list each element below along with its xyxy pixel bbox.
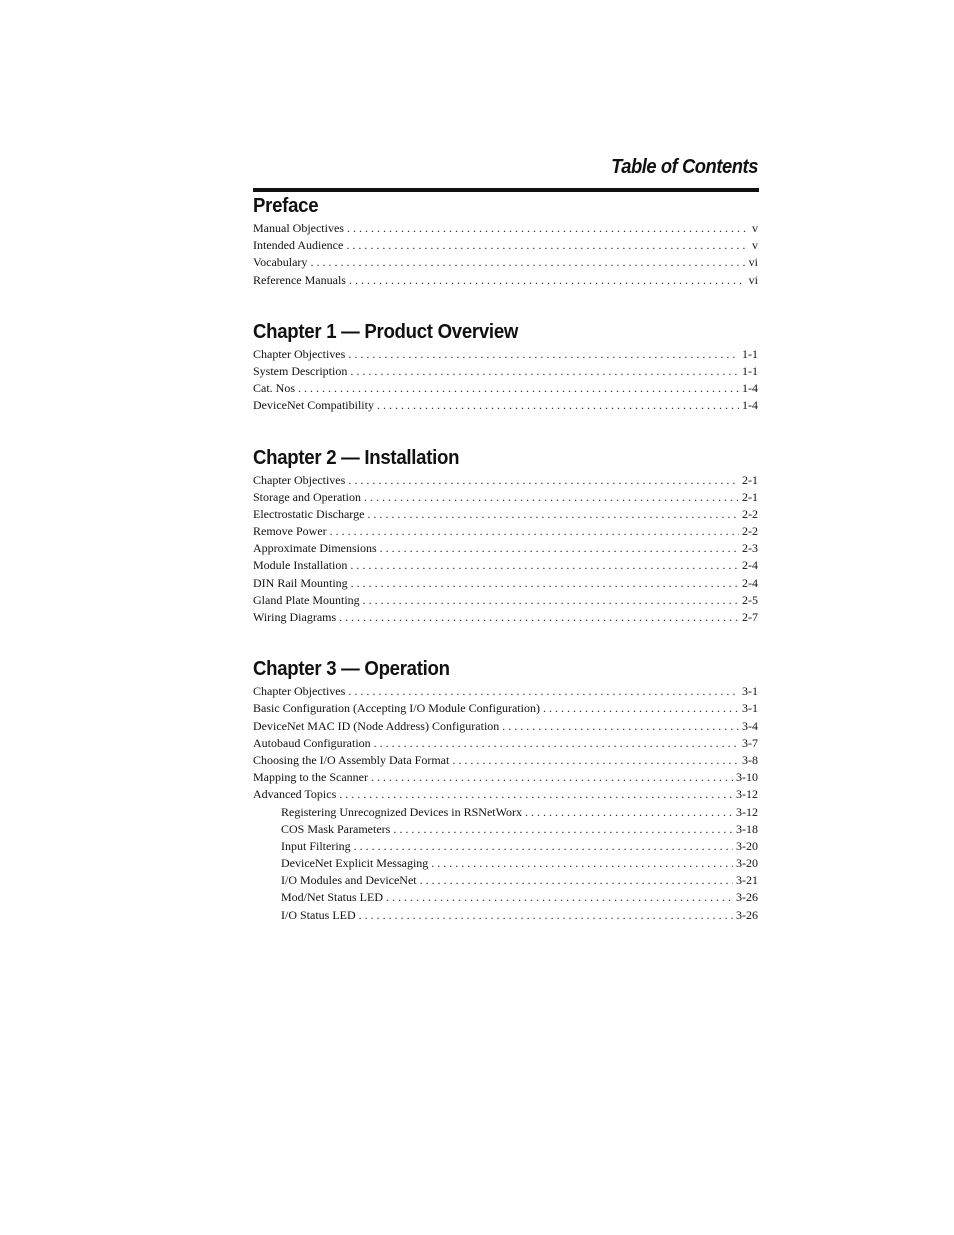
toc-entry (253, 273, 758, 290)
entry-page-number: 3-18 (736, 821, 758, 836)
toc-section (253, 657, 758, 925)
dot-leader (359, 908, 733, 923)
toc-section (253, 320, 758, 416)
toc-entry (253, 701, 758, 718)
toc-entry (253, 541, 758, 558)
toc-entry-list (253, 347, 758, 416)
dot-leader (354, 839, 733, 854)
entry-title: Registering Unrecognized Devices in RSNetWorx (281, 804, 522, 819)
entry-title: I/O Modules and DeviceNet (281, 873, 417, 888)
entry-page-number: 2-1 (742, 489, 758, 504)
toc-entry (253, 593, 758, 610)
section-heading: Chapter 1 — Product Overview (253, 320, 519, 343)
entry-page-number: 2-4 (742, 558, 758, 573)
dot-leader (298, 381, 739, 396)
entry-page-number: 2-2 (742, 506, 758, 521)
entry-title: DeviceNet Compatibility (253, 398, 374, 413)
entry-title: Reference Manuals (253, 272, 346, 287)
toc-subentry (253, 890, 758, 907)
toc-entry (253, 610, 758, 627)
dot-leader (310, 255, 745, 270)
toc-entry (253, 524, 758, 541)
entry-title: Remove Power (253, 524, 327, 539)
entry-page-number: 2-3 (742, 541, 758, 556)
toc-entry (253, 787, 758, 804)
entry-title: Autobaud Configuration (253, 735, 371, 750)
entry-title: Manual Objectives (253, 221, 344, 235)
entry-title: COS Mask Parameters (281, 821, 391, 836)
entry-page-number: 3-20 (736, 838, 758, 853)
toc-entry (253, 558, 758, 575)
entry-page-number: vi (748, 255, 758, 270)
entry-page-number: v (752, 221, 758, 235)
dot-leader (364, 490, 739, 505)
entry-page-number: 3-12 (736, 804, 758, 819)
entry-title: Advanced Topics (253, 787, 337, 802)
dot-leader (363, 593, 739, 608)
entry-title: DeviceNet Explicit Messaging (281, 856, 429, 871)
toc-entry (253, 753, 758, 770)
entry-title: Chapter Objectives (253, 472, 346, 487)
entry-page-number: 3-4 (742, 718, 758, 733)
entry-title: Storage and Operation (253, 489, 361, 504)
dot-leader (431, 856, 733, 871)
entry-page-number: 2-5 (742, 592, 758, 607)
dot-leader (339, 610, 739, 625)
entry-page-number: 3-26 (736, 907, 758, 922)
toc-entry (253, 381, 758, 398)
dot-leader (347, 221, 749, 236)
entry-title: DeviceNet MAC ID (Node Address) Configuration (253, 718, 500, 733)
entry-title: Electrostatic Discharge (253, 506, 365, 521)
entry-page-number: 2-7 (742, 610, 758, 624)
entry-title: Mapping to the Scanner (253, 770, 368, 785)
dot-leader (525, 805, 733, 820)
header-rule (253, 188, 759, 192)
section-heading: Chapter 2 — Installation (253, 446, 460, 469)
toc-subentry (253, 856, 758, 873)
dot-leader (351, 576, 739, 591)
toc-entry (253, 576, 758, 593)
dot-leader (367, 507, 739, 522)
entry-title: Chapter Objectives (253, 346, 346, 361)
toc-entry (253, 684, 758, 701)
entry-page-number: v (752, 238, 758, 253)
entry-page-number: vi (748, 272, 758, 287)
section-heading: Chapter 3 — Operation (253, 658, 450, 681)
dot-leader (386, 890, 733, 905)
entry-page-number: 3-12 (736, 787, 758, 802)
section-heading: Preface (253, 195, 319, 217)
toc-entry-list (253, 684, 758, 925)
entry-title: Chapter Objectives (253, 684, 346, 699)
entry-title: Basic Configuration (Accepting I/O Module Configuration) (253, 701, 540, 716)
toc-entry (253, 221, 758, 238)
dot-leader (350, 558, 739, 573)
toc-subentry (253, 839, 758, 856)
toc-subentry (253, 908, 758, 925)
dot-leader (350, 364, 739, 379)
dot-leader (502, 719, 739, 734)
dot-leader (452, 753, 739, 768)
entry-page-number: 3-1 (742, 684, 758, 699)
entry-title: Approximate Dimensions (253, 541, 377, 556)
toc-entry (253, 473, 758, 490)
toc-entry-list (253, 221, 758, 290)
dot-leader (346, 238, 749, 253)
entry-title: Mod/Net Status LED (281, 890, 383, 905)
dot-leader (371, 770, 733, 785)
toc-entry (253, 398, 758, 415)
toc-entry-list (253, 473, 758, 628)
toc-entry (253, 490, 758, 507)
entry-title: I/O Status LED (281, 907, 356, 922)
entry-title: Cat. Nos (253, 381, 295, 396)
entry-page-number: 1-4 (742, 398, 758, 413)
entry-page-number: 3-20 (736, 856, 758, 871)
entry-title: Module Installation (253, 558, 348, 573)
dot-leader (393, 822, 733, 837)
dot-leader (339, 787, 733, 802)
toc-entry (253, 255, 758, 272)
dot-leader (380, 541, 739, 556)
toc-section (253, 446, 758, 628)
entry-title: System Description (253, 363, 348, 378)
entry-page-number: 3-26 (736, 890, 758, 905)
toc-subentry (253, 822, 758, 839)
dot-leader (377, 398, 739, 413)
dot-leader (348, 473, 739, 488)
entry-title: DIN Rail Mounting (253, 575, 348, 590)
dot-leader (348, 347, 739, 362)
toc-entry (253, 238, 758, 255)
dot-leader (374, 736, 739, 751)
entry-page-number: 1-1 (742, 346, 758, 361)
toc-entry (253, 507, 758, 524)
page-title: Table of Contents (611, 156, 758, 178)
dot-leader (348, 684, 739, 699)
entry-title: Gland Plate Mounting (253, 592, 360, 607)
toc-section (253, 194, 758, 290)
toc-entry (253, 347, 758, 364)
entry-title: Input Filtering (281, 838, 351, 853)
entry-page-number: 1-4 (742, 381, 758, 396)
toc-entry (253, 364, 758, 381)
toc-subentry (253, 873, 758, 890)
dot-leader (543, 701, 739, 716)
dot-leader (420, 873, 733, 888)
entry-page-number: 2-1 (742, 472, 758, 487)
toc-entry (253, 770, 758, 787)
toc-entry (253, 719, 758, 736)
entry-page-number: 2-4 (742, 575, 758, 590)
toc-subentry (253, 805, 758, 822)
entry-page-number: 3-1 (742, 701, 758, 716)
entry-title: Wiring Diagrams (253, 610, 337, 624)
table-of-contents (253, 194, 758, 955)
toc-entry (253, 736, 758, 753)
entry-title: Vocabulary (253, 255, 308, 270)
entry-title: Intended Audience (253, 238, 344, 253)
dot-leader (330, 524, 739, 539)
entry-page-number: 1-1 (742, 363, 758, 378)
dot-leader (349, 273, 746, 288)
entry-page-number: 3-8 (742, 752, 758, 767)
entry-page-number: 3-7 (742, 735, 758, 750)
entry-page-number: 3-21 (736, 873, 758, 888)
entry-page-number: 3-10 (736, 770, 758, 785)
entry-title: Choosing the I/O Assembly Data Format (253, 752, 450, 767)
entry-page-number: 2-2 (742, 524, 758, 539)
